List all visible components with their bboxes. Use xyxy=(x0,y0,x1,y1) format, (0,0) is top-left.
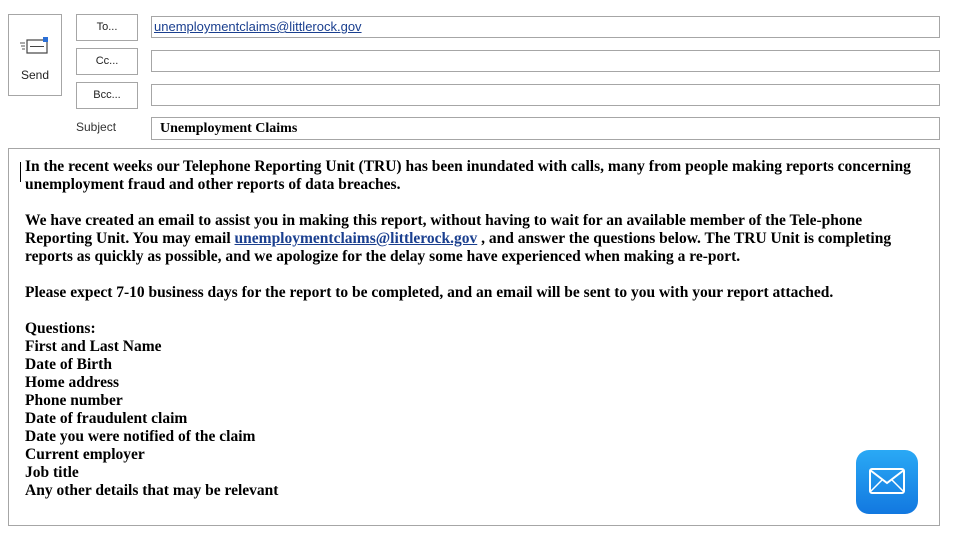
body-paragraph-2-end: , and answer the questions below. The TRU Unit is completing reports as quickly as possible, and we apologize for the delay some have experienced when making a re-port. xyxy=(25,230,892,265)
question-item: Job title xyxy=(25,464,79,481)
mail-app-icon[interactable] xyxy=(856,450,918,514)
body-email-link[interactable]: unemploymentclaims@littlerock.gov xyxy=(234,230,478,247)
to-button[interactable]: To... xyxy=(76,14,138,41)
body-paragraph-2-start: We have created an email to assist you in making this report, without having to wait for an available member of the Tele-phone Reporting Unit. You may email xyxy=(25,212,863,247)
question-item: Current employer xyxy=(25,446,145,463)
send-label: Send xyxy=(20,68,50,82)
cc-button[interactable]: Cc... xyxy=(76,48,138,75)
to-field[interactable] xyxy=(151,16,940,38)
question-item: First and Last Name xyxy=(25,338,162,355)
questions-heading: Questions: xyxy=(25,320,96,337)
subject-label: Subject xyxy=(76,120,117,134)
cc-field[interactable] xyxy=(151,50,940,72)
subject-field[interactable]: Unemployment Claims xyxy=(151,117,940,140)
body-paragraph-3: Please expect 7-10 business days for the report to be completed, and an email will be sent to you with your report attached. xyxy=(25,284,834,301)
body-paragraph-1: In the recent weeks our Telephone Reporting Unit (TRU) has been inundated with calls, many from people making reports concerning unemployment fraud and other reports of data breaches. xyxy=(25,158,911,193)
send-envelope-icon xyxy=(20,37,52,57)
send-button[interactable] xyxy=(8,14,62,96)
message-body[interactable] xyxy=(8,148,940,526)
question-item: Any other details that may be relevant xyxy=(25,482,279,499)
question-item: Phone number xyxy=(25,392,123,409)
bcc-field[interactable] xyxy=(151,84,940,106)
text-cursor xyxy=(20,162,21,182)
question-item: Date of Birth xyxy=(25,356,112,373)
question-item: Home address xyxy=(25,374,120,391)
to-recipient-link[interactable]: unemploymentclaims@littlerock.gov xyxy=(154,19,362,34)
question-item: Date you were notified of the claim xyxy=(25,428,256,445)
envelope-icon xyxy=(869,468,905,494)
bcc-button[interactable]: Bcc... xyxy=(76,82,138,109)
body-paragraph-2 xyxy=(25,212,925,266)
message-text xyxy=(25,158,925,500)
question-item: Date of fraudulent claim xyxy=(25,410,188,427)
